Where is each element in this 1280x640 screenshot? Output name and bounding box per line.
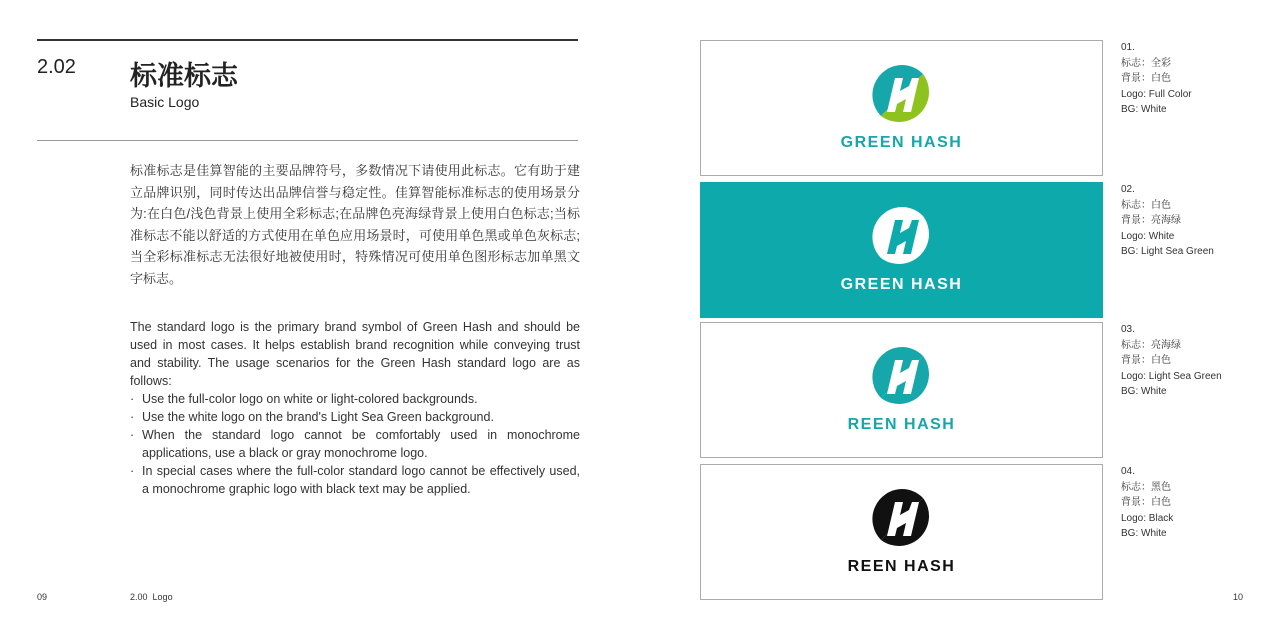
logo-mark-icon xyxy=(871,346,933,408)
footer-section-name: Logo xyxy=(152,592,173,602)
usage-list xyxy=(130,390,580,498)
logo-card-1 xyxy=(700,40,1103,176)
variant-note-3 xyxy=(1121,322,1222,400)
note-num: 03. xyxy=(1121,324,1135,335)
note-num: 04. xyxy=(1121,466,1135,477)
note-logo-cn: 标志：全彩 xyxy=(1121,57,1171,69)
logo-card-3 xyxy=(700,322,1103,458)
wordmark: REEN HASH xyxy=(847,558,956,575)
footer-section xyxy=(130,592,173,602)
note-num: 02. xyxy=(1121,184,1135,195)
page-number-left: 09 xyxy=(37,592,48,602)
note-logo-cn: 标志：黑色 xyxy=(1121,481,1171,493)
note-num: 01. xyxy=(1121,42,1135,53)
note-logo-en: Logo: Full Color xyxy=(1121,88,1192,100)
note-logo-en: Logo: White xyxy=(1121,230,1175,242)
footer-section-number: 2.00 xyxy=(130,592,148,602)
wordmark: GREEN HASH xyxy=(840,276,963,293)
page-subtitle: Basic Logo xyxy=(130,94,200,110)
logo-card-2 xyxy=(700,182,1103,318)
section-number: 2.02 xyxy=(37,56,76,78)
divider xyxy=(37,140,578,141)
variant-note-1 xyxy=(1121,40,1192,118)
page-number-right: 10 xyxy=(1233,592,1244,602)
intro-paragraph: The standard logo is the primary brand symbol of Green Hash and should be used in most cases. It helps establish brand recognition while conveying trust and stability. The usage scenarios for the Green Hash standard logo are as follows: xyxy=(130,320,580,388)
note-bg-cn: 背景：亮海绿 xyxy=(1121,215,1181,226)
variant-note-4 xyxy=(1121,464,1173,542)
logo-card-4 xyxy=(700,464,1103,600)
list-item: · Use the white logo on the brand's Light Sea Green background. xyxy=(130,408,580,426)
logo-mark-icon xyxy=(871,488,933,550)
note-logo-en: Logo: Light Sea Green xyxy=(1121,370,1222,382)
logo-mark-icon xyxy=(871,206,933,268)
logo-mark-icon xyxy=(871,64,933,126)
wordmark: REEN HASH xyxy=(847,416,956,433)
note-logo-cn: 标志：白色 xyxy=(1121,199,1171,211)
page-title: 标准标志 xyxy=(130,61,238,91)
note-bg-en: BG: White xyxy=(1121,104,1167,115)
note-bg-cn: 背景：白色 xyxy=(1121,355,1171,366)
wordmark: GREEN HASH xyxy=(840,134,963,151)
note-bg-en: BG: White xyxy=(1121,386,1167,397)
note-bg-en: BG: White xyxy=(1121,528,1167,539)
list-item: · Use the full-color logo on white or light-colored backgrounds. xyxy=(130,390,580,408)
body-chinese: 标准标志是佳算智能的主要品牌符号，多数情况下请使用此标志。它有助于建立品牌识别，同时传达出品牌信誉与稳定性。佳算智能标准标志的使用场景分为:在白色/浅色背景上使用全彩标志;在品牌色亮海绿背景上使用白色标志;当标准标志不能以舒适的方式使用在单色应用场景时，可使用单色黑或单色灰标志;当全彩标准标志无法很好地被使用时，特殊情况可使用单色图形标志加单黑文字标志。 xyxy=(130,163,580,286)
list-item: · In special cases where the full-color standard logo cannot be effectively used, a monochrome graphic logo with black text may be applied. xyxy=(130,462,580,498)
list-item: · When the standard logo cannot be comfortably used in monochrome applications, use a black or gray monochrome logo. xyxy=(130,426,580,462)
note-logo-cn: 标志：亮海绿 xyxy=(1121,339,1181,351)
body-english xyxy=(130,318,580,498)
note-logo-en: Logo: Black xyxy=(1121,512,1174,524)
note-bg-en: BG: Light Sea Green xyxy=(1121,246,1214,257)
top-rule xyxy=(37,39,578,41)
note-bg-cn: 背景：白色 xyxy=(1121,73,1171,84)
note-bg-cn: 背景：白色 xyxy=(1121,497,1171,508)
variant-note-2 xyxy=(1121,182,1214,260)
